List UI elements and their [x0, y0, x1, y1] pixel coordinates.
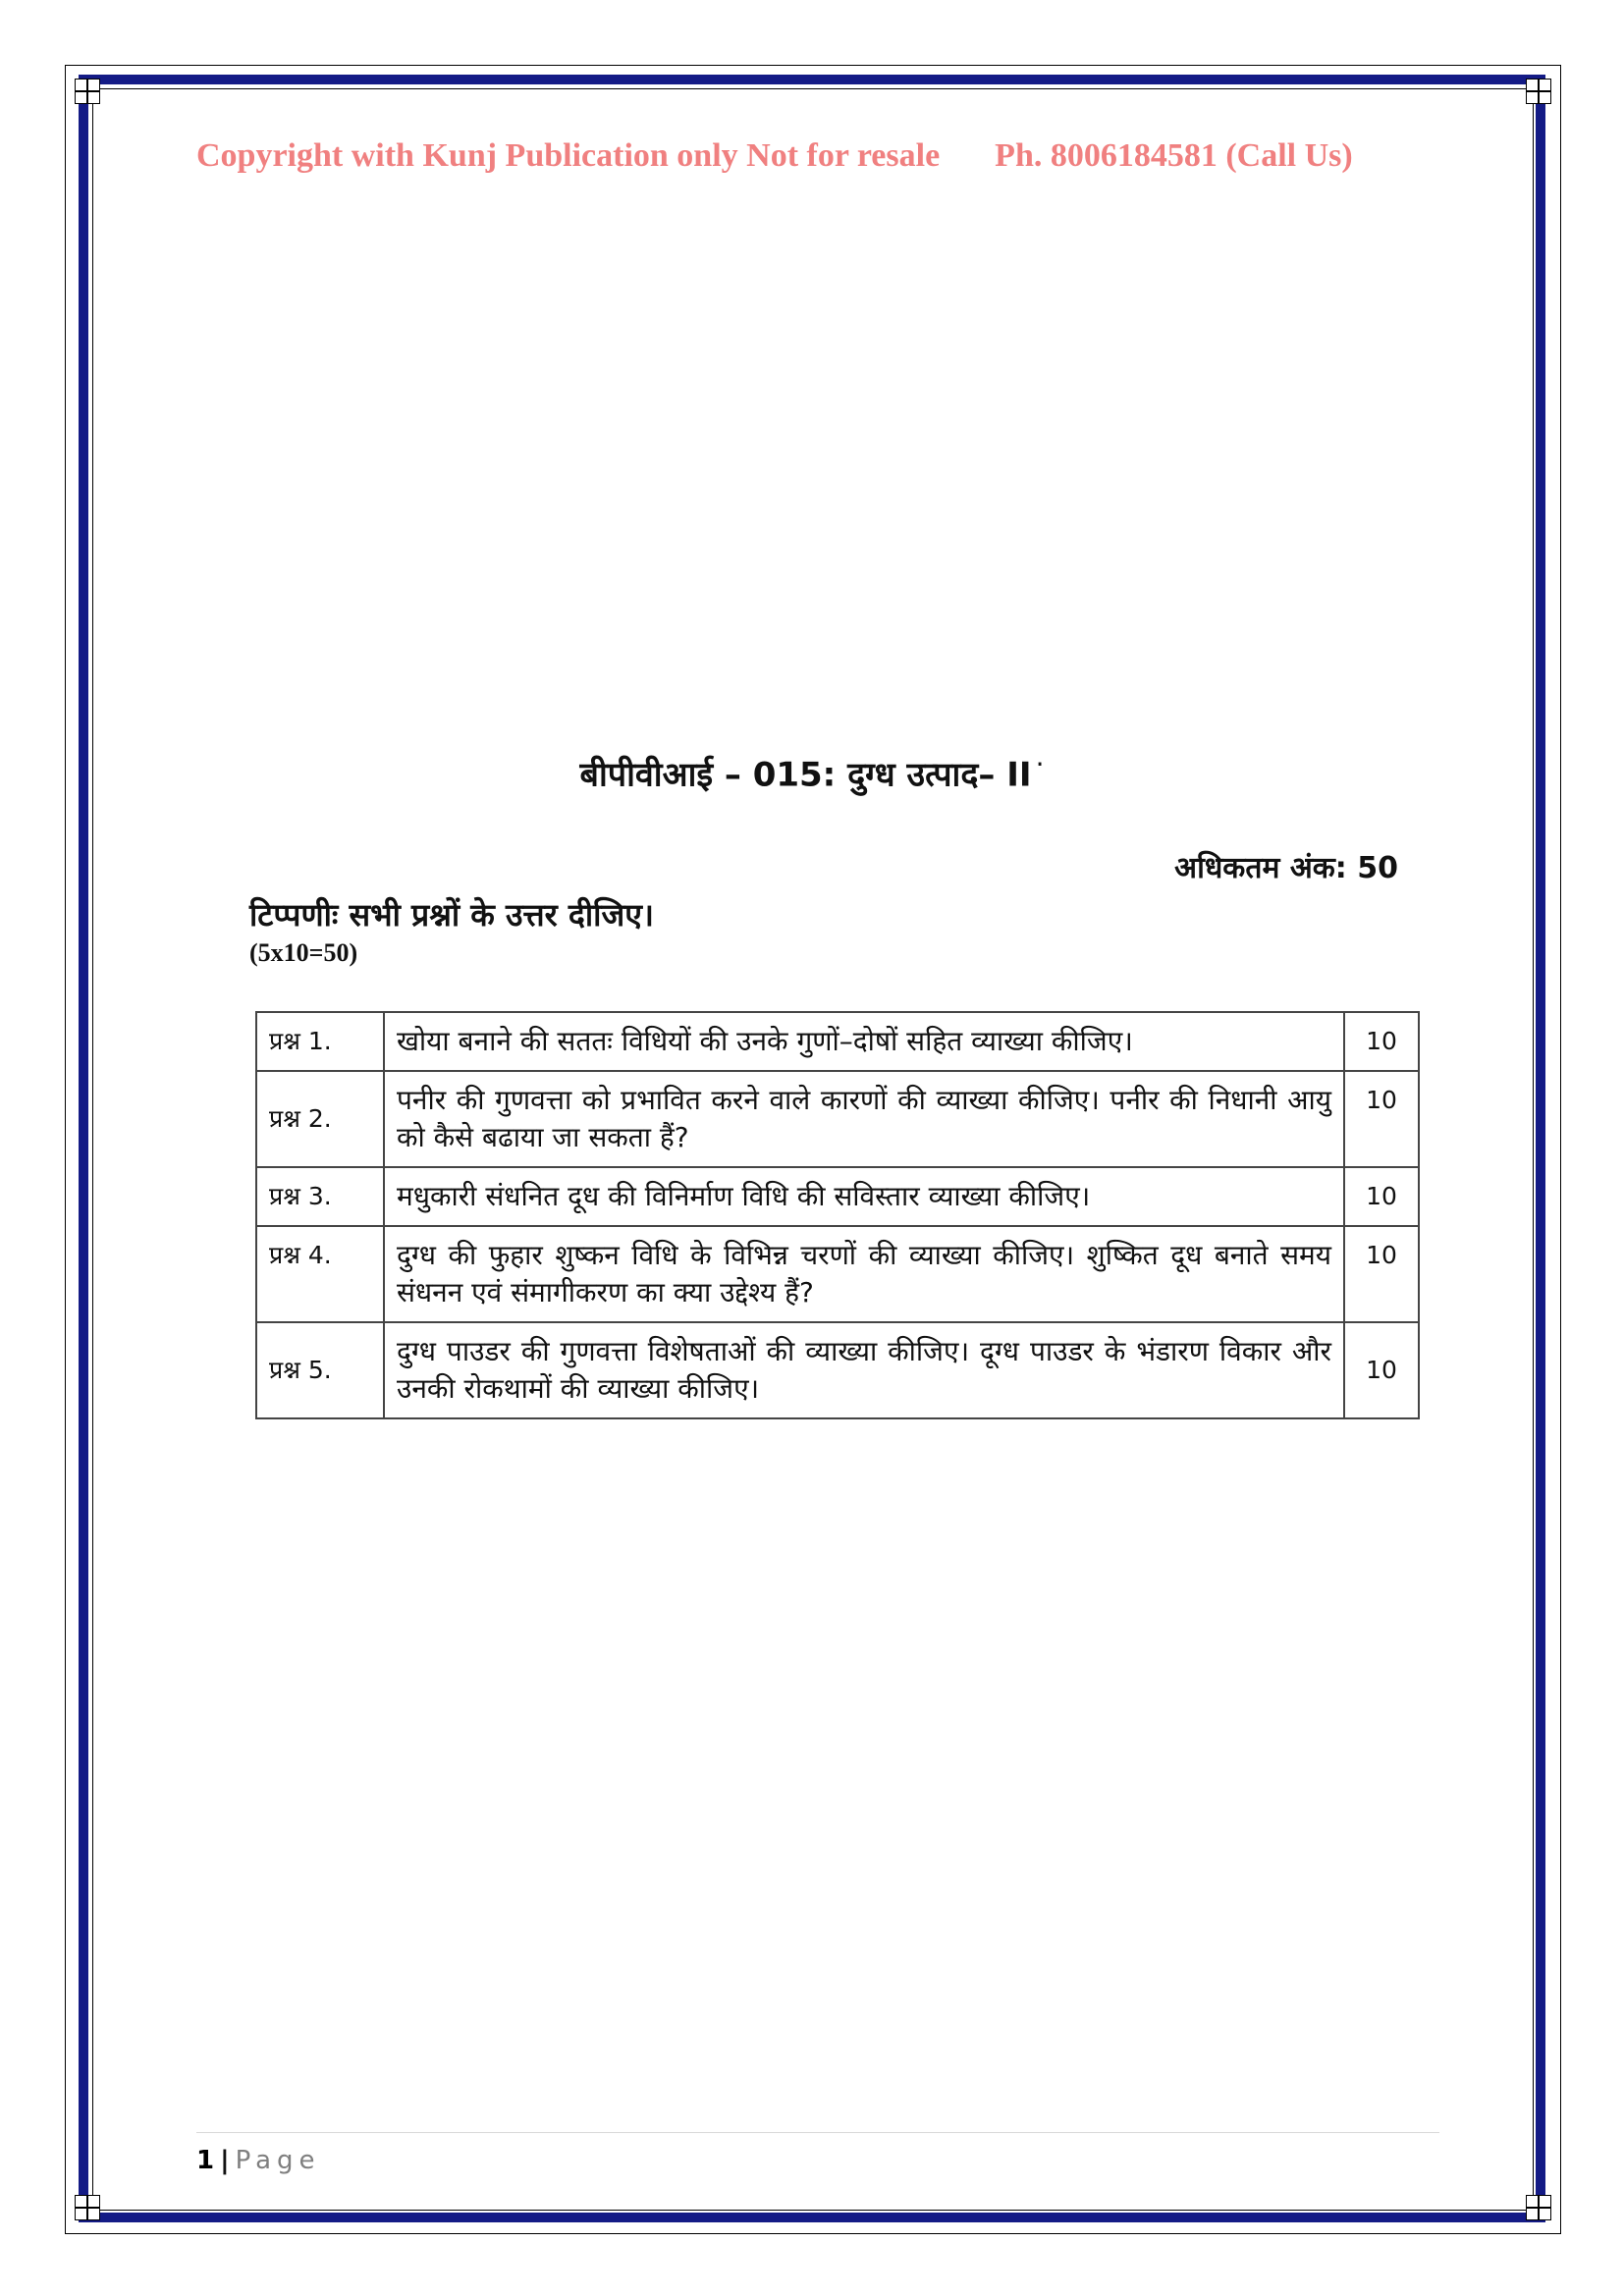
title-text: बीपीवीआई – 015: दुग्ध उत्पाद– II: [579, 755, 1032, 795]
question-text: पनीर की गुणवत्ता को प्रभावित करने वाले कारणों की व्याख्या कीजिए। पनीर की निधानी आयु को कैसे बढाया जा सकता हैं?: [384, 1071, 1344, 1167]
question-marks: 10: [1344, 1071, 1419, 1167]
question-number: प्रश्न 4.: [256, 1226, 384, 1322]
question-marks: 10: [1344, 1167, 1419, 1226]
instruction-note: टिप्पणीः सभी प्रश्नों के उत्तर दीजिए।: [249, 896, 655, 934]
page-title: [0, 748, 1624, 795]
question-text: खोया बनाने की सततः विधियों की उनके गुणों–दोषों सहित व्याख्या कीजिए।: [384, 1012, 1344, 1071]
corner-ornament-bottom-left: [75, 2195, 100, 2220]
table-row: [256, 1071, 1419, 1167]
question-text: दुग्ध की फुहार शुष्कन विधि के विभिन्न चरणों की व्याख्या कीजिए। शुष्कित दूध बनाते समय संधनन एवं संमागीकरण का क्या उद्देश्य हैं?: [384, 1226, 1344, 1322]
question-text: दुग्ध पाउडर की गुणवत्ता विशेषताओं की व्याख्या कीजिए। दूग्ध पाउडर के भंडारण विकार और उनकी रोकथामों की व्याख्या कीजिए।: [384, 1322, 1344, 1418]
questions-table: [255, 1011, 1420, 1419]
title-mark: ·: [1035, 748, 1045, 780]
copyright-notice: Copyright with Kunj Publication only Not for resale: [196, 137, 941, 174]
question-marks: 10: [1344, 1012, 1419, 1071]
question-number: प्रश्न 5.: [256, 1322, 384, 1418]
corner-ornament-top-left: [75, 79, 100, 104]
page-label: Page: [235, 2146, 321, 2175]
question-text: मधुकारी संधनित दूध की विनिर्माण विधि की सविस्तार व्याख्या कीजिए।: [384, 1167, 1344, 1226]
footer-divider: [196, 2132, 1439, 2133]
footer-separator: |: [220, 2146, 230, 2175]
corner-ornament-bottom-right: [1526, 2195, 1551, 2220]
question-number: प्रश्न 2.: [256, 1071, 384, 1167]
question-marks: 10: [1344, 1226, 1419, 1322]
table-row: [256, 1226, 1419, 1322]
question-number: प्रश्न 1.: [256, 1012, 384, 1071]
corner-ornament-top-right: [1526, 79, 1551, 104]
max-marks: अधिकतम अंक: 50: [1174, 851, 1398, 885]
copyright-header: [196, 137, 1473, 175]
question-marks: 10: [1344, 1322, 1419, 1418]
table-row: [256, 1322, 1419, 1418]
table-row: [256, 1167, 1419, 1226]
marks-formula: (5x10=50): [249, 938, 358, 967]
question-number: प्रश्न 3.: [256, 1167, 384, 1226]
contact-phone: Ph. 8006184581 (Call Us): [995, 137, 1353, 174]
page-footer: [196, 2146, 321, 2175]
table-row: [256, 1012, 1419, 1071]
page-number: 1: [196, 2146, 215, 2175]
